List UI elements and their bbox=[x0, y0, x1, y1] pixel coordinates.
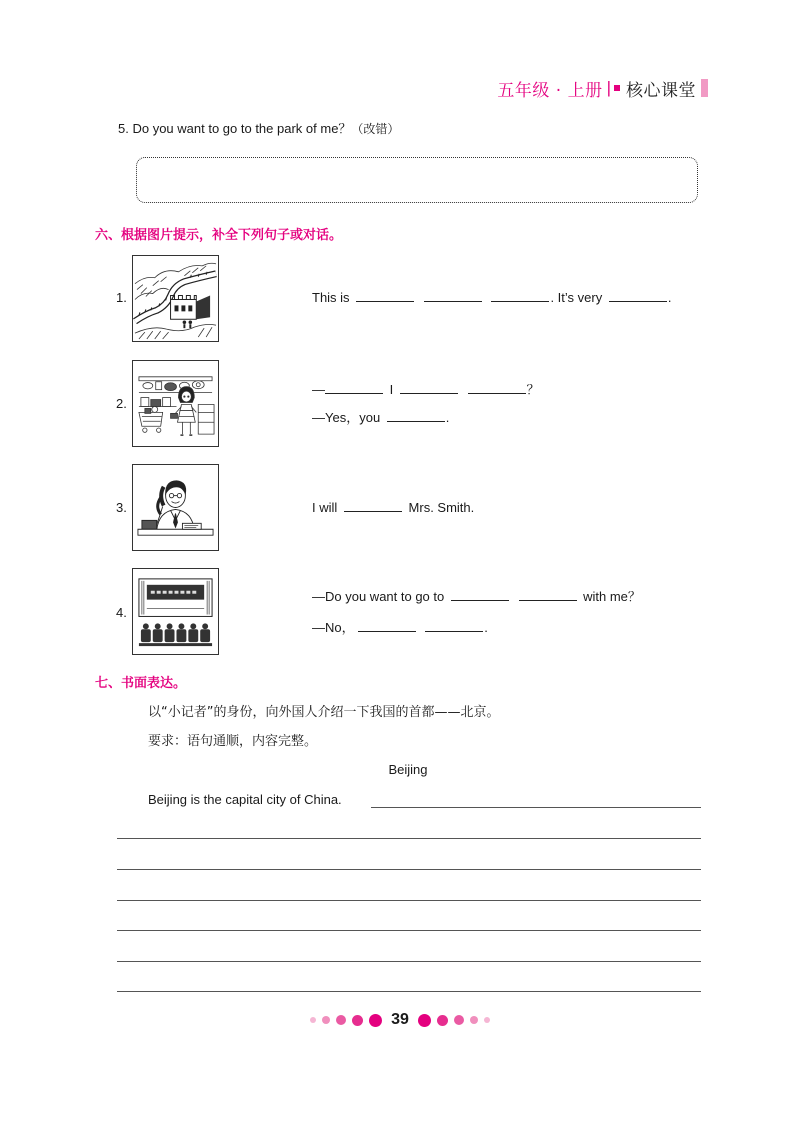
answer-blank bbox=[451, 590, 509, 601]
header-bar-icon bbox=[701, 79, 708, 97]
sentence-text: with me？ bbox=[583, 589, 641, 604]
sentence-text: —Yes，you bbox=[312, 410, 381, 425]
answer-blank bbox=[356, 291, 414, 302]
question-text: Do you want to go to the park of me？ bbox=[132, 121, 352, 136]
item-4-question-line bbox=[312, 589, 641, 605]
answer-blank bbox=[425, 621, 483, 632]
picture-frame-2 bbox=[132, 360, 219, 447]
sentence-text: ？ bbox=[526, 382, 540, 397]
counter bbox=[198, 404, 214, 434]
picture-frame-3 bbox=[132, 464, 219, 551]
item-2-answer-line bbox=[312, 410, 449, 426]
sentence-text: — bbox=[312, 382, 325, 397]
decorative-dot-icon bbox=[310, 1017, 316, 1023]
page-number: 39 bbox=[391, 1011, 409, 1028]
answer-blank bbox=[609, 291, 667, 302]
answer-blank bbox=[387, 411, 445, 422]
item-1-sentence bbox=[312, 290, 671, 306]
writing-line bbox=[371, 807, 701, 808]
essay-first-sentence: Beijing is the capital city of China. bbox=[148, 792, 342, 807]
decorative-dot-icon bbox=[336, 1015, 346, 1025]
grade-label: 五年级 · 上册 bbox=[497, 80, 603, 101]
decorative-dot-icon bbox=[369, 1014, 382, 1027]
item-number-2: 2. bbox=[116, 396, 127, 411]
question-5 bbox=[118, 121, 399, 137]
question-note: （改错） bbox=[351, 122, 400, 136]
item-2-question-line bbox=[312, 382, 540, 398]
item-number-4: 4. bbox=[116, 605, 127, 620]
shopping-cart bbox=[139, 406, 163, 432]
item-number-3: 3. bbox=[116, 500, 127, 515]
picture-frame-1 bbox=[132, 255, 219, 342]
phone-call-icon bbox=[133, 465, 218, 550]
sentence-text: . It’s very bbox=[550, 290, 603, 305]
question-number: 5. bbox=[118, 121, 129, 136]
item-4-answer-line bbox=[312, 620, 488, 636]
page-header bbox=[497, 77, 708, 99]
writing-requirement: 要求：语句通顺，内容完整。 bbox=[148, 734, 318, 749]
sentence-text: —No， bbox=[312, 620, 355, 635]
header-separator: | bbox=[606, 78, 611, 97]
audience-seats bbox=[139, 623, 212, 646]
section-6-title: 六、根据图片提示，补全下列句子或对话。 bbox=[95, 228, 343, 243]
decorative-dot-icon bbox=[454, 1015, 464, 1025]
sentence-text: This is bbox=[312, 290, 350, 305]
writing-line bbox=[117, 869, 701, 870]
answer-blank bbox=[468, 383, 526, 394]
decorative-dot-icon bbox=[470, 1016, 478, 1024]
sentence-text: Mrs. Smith. bbox=[408, 500, 475, 515]
writing-line bbox=[117, 930, 701, 931]
sentence-text: I bbox=[389, 382, 394, 397]
book-title: 核心课堂 bbox=[626, 80, 696, 101]
page-footer bbox=[0, 1011, 800, 1029]
writing-prompt: 以“小记者”的身份，向外国人介绍一下我国的首都——北京。 bbox=[148, 705, 500, 720]
answer-blank bbox=[491, 291, 549, 302]
decorative-dot-icon bbox=[352, 1015, 363, 1026]
visitors bbox=[183, 320, 192, 328]
screen-stage bbox=[139, 579, 212, 617]
answer-blank bbox=[325, 383, 383, 394]
sentence-text: . bbox=[667, 290, 672, 305]
supermarket-icon bbox=[133, 361, 218, 446]
item-3-sentence bbox=[312, 500, 474, 516]
sentence-text: . bbox=[484, 620, 488, 635]
answer-blank bbox=[519, 590, 577, 601]
sentence-text: —Do you want to go to bbox=[312, 589, 445, 604]
sentence-text: . bbox=[445, 410, 450, 425]
answer-blank bbox=[358, 621, 416, 632]
section-7-title: 七、书面表达。 bbox=[95, 676, 187, 691]
correction-answer-box bbox=[136, 157, 698, 203]
essay-title: Beijing bbox=[388, 762, 428, 777]
writing-line bbox=[117, 991, 701, 992]
decorative-dot-icon bbox=[322, 1016, 330, 1024]
decorative-dot-icon bbox=[437, 1015, 448, 1026]
lower-shelf bbox=[139, 398, 177, 407]
girl-shopper bbox=[171, 387, 197, 435]
picture-frame-4 bbox=[132, 568, 219, 655]
sentence-text: I will bbox=[312, 500, 338, 515]
answer-blank bbox=[344, 501, 402, 512]
cinema-icon bbox=[133, 569, 218, 654]
decorative-dot-icon bbox=[418, 1014, 431, 1027]
answer-blank bbox=[400, 383, 458, 394]
answer-blank bbox=[424, 291, 482, 302]
great-wall-icon bbox=[133, 256, 218, 341]
writing-line bbox=[117, 838, 701, 839]
writing-line bbox=[117, 961, 701, 962]
item-number-1: 1. bbox=[116, 290, 127, 305]
decorative-dot-icon bbox=[484, 1017, 490, 1023]
header-square-icon bbox=[614, 85, 620, 91]
writing-line bbox=[117, 900, 701, 901]
top-shelf bbox=[139, 377, 212, 393]
tower bbox=[171, 296, 211, 320]
